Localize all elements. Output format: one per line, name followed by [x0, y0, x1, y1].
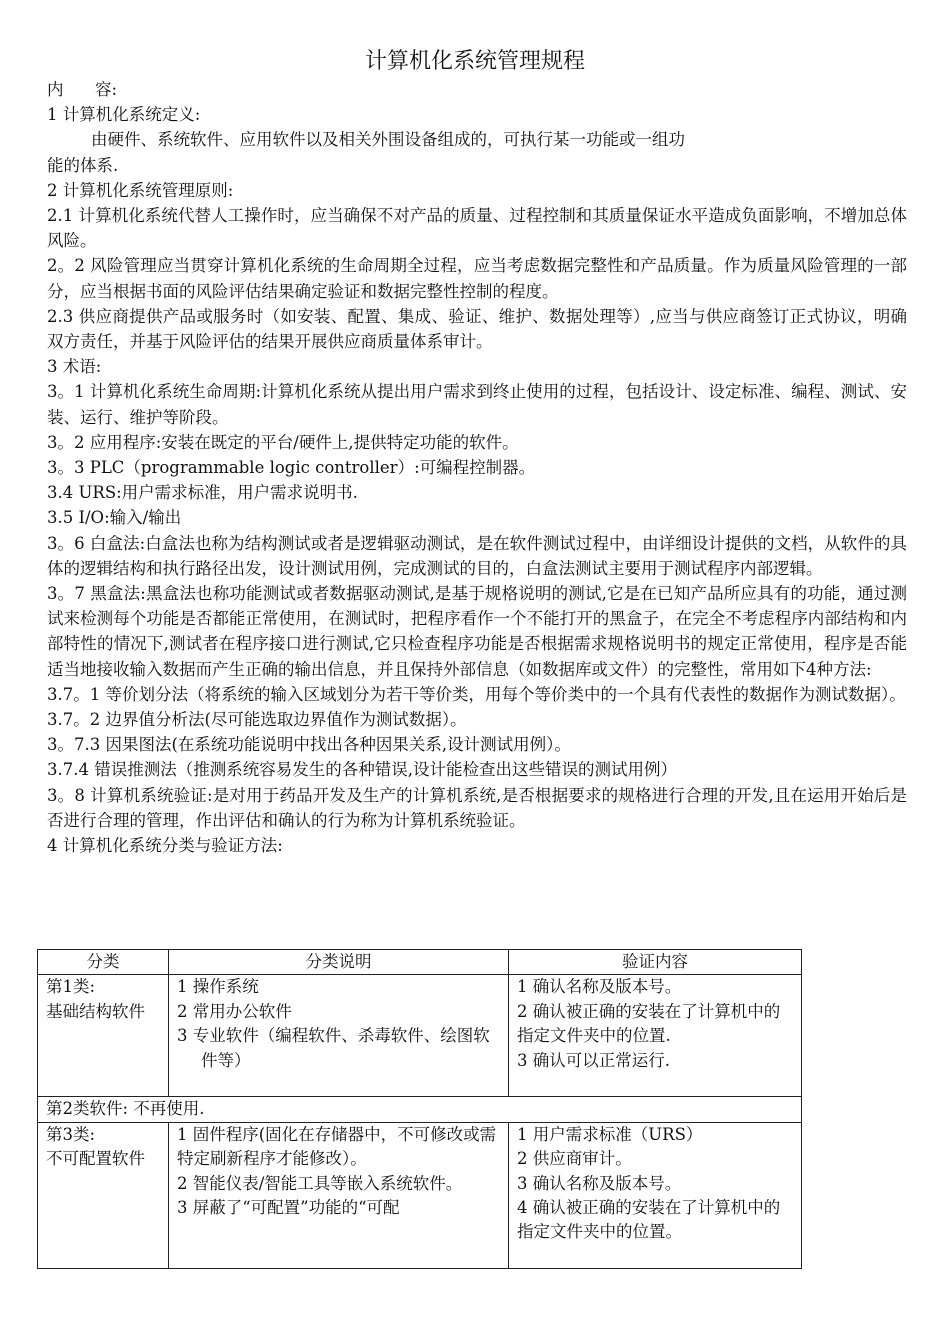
- definition-line-2: 能的体系.: [47, 155, 119, 175]
- clause-3-7-4: 3.7.4 错误推测法（推测系统容易发生的各种错误,设计能检查出这些错误的测试用例）: [47, 760, 677, 780]
- clause-3-6: 3。6 白盒法:白盒法也称为结构测试或者是逻辑驱动测试，是在软件测试过程中，由详细设计提供的文档，从软件的具体的逻辑结构和执行路径出发，设计测试用例，完成测试的目的，白盒法测试主要用于测试程序内部逻辑。: [47, 533, 907, 578]
- section-3-heading: 3 术语:: [47, 357, 102, 377]
- clause-2-3: 2.3 供应商提供产品或服务时（如安装、配置、集成、验证、维护、数据处理等）,应当与供应商签订正式协议，明确双方责任，并基于风险评估的结果开展供应商质量体系审计。: [47, 306, 907, 352]
- category-3-verification: 1 用户需求标准（URS） 2 供应商审计。 3 确认名称及版本号。 4 确认被正确的安装在了计算机中的指定文件夹中的位置。: [509, 1122, 802, 1268]
- clause-3-5: 3.5 I/O:输入/输出: [47, 508, 182, 528]
- category-1-verification: 1 确认名称及版本号。 2 确认被正确的安装在了计算机中的指定文件夹中的位置. 3 确认可以正常运行.: [509, 975, 802, 1097]
- clause-3-3: 3。3 PLC（programmable logic controller）:可编程控制器。: [47, 458, 536, 478]
- header-verification: 验证内容: [509, 950, 802, 975]
- category-1-cell: 第1类: 基础结构软件: [38, 975, 169, 1097]
- contents-label: 内 容:: [47, 80, 118, 99]
- classification-table: [37, 949, 802, 1269]
- section-1-heading: 1 计算机化系统定义:: [47, 105, 201, 125]
- table-row: [38, 975, 802, 1097]
- clause-3-1: 3。1 计算机化系统生命周期:计算机化系统从提出用户需求到终止使用的过程，包括设计、设定标准、编程、测试、安装、运行、维护等阶段。: [47, 382, 907, 427]
- document-title: 计算机化系统管理规程: [364, 49, 585, 74]
- table-header-row: [38, 950, 802, 975]
- clause-2-2: 2。2 风险管理应当贯穿计算机化系统的生命周期全过程，应当考虑数据完整性和产品质量。作为质量风险管理的一部分，应当根据书面的风险评估结果确定验证和数据完整性控制的程度。: [47, 256, 907, 301]
- section-4-heading: 4 计算机化系统分类与验证方法:: [47, 836, 283, 856]
- clause-3-4: 3.4 URS:用户需求标准，用户需求说明书.: [47, 483, 358, 503]
- category-3-cell: 第3类: 不可配置软件: [38, 1122, 169, 1268]
- clause-3-7-2: 3.7。2 边界值分析法(尽可能选取边界值作为测试数据）。: [47, 710, 467, 730]
- document-body: [47, 77, 907, 858]
- clause-3-7-1: 3.7。1 等价划分法（将系统的输入区域划分为若干等价类，用每个等价类中的一个具有代表性的数据作为测试数据）。: [47, 684, 906, 704]
- clause-2-1: 2.1 计算机化系统代替人工操作时，应当确保不对产品的质量、过程控制和其质量保证水平造成负面影响，不增加总体风险。: [47, 206, 907, 251]
- table-row: [38, 1097, 802, 1122]
- category-2-cell: 第2类软件: 不再使用.: [38, 1097, 802, 1122]
- header-description: 分类说明: [169, 950, 509, 975]
- clause-3-2: 3。2 应用程序:安装在既定的平台/硬件上,提供特定功能的软件。: [47, 432, 519, 452]
- category-3-description: 1 固件程序(固化在存储器中，不可修改或需特定刷新程序才能修改）。 2 智能仪表/智能工具等嵌入系统软件。 3 屏蔽了“可配置”功能的“可配: [169, 1122, 509, 1268]
- section-2-heading: 2 计算机化系统管理原则:: [47, 180, 234, 200]
- category-1-description: 1 操作系统 2 常用办公软件 3 专业软件（编程软件、杀毒软件、绘图软件等）: [169, 975, 509, 1097]
- clause-3-7-3: 3。7.3 因果图法(在系统功能说明中找出各种因果关系,设计测试用例）。: [47, 735, 571, 755]
- header-category: 分类: [38, 950, 169, 975]
- clause-3-8: 3。8 计算机系统验证:是对用于药品开发及生产的计算机系统,是否根据要求的规格进行合理的开发,且在运用开始后是否进行合理的管理，作出评估和确认的行为称为计算机系统验证。: [47, 785, 907, 830]
- table-row: [38, 1122, 802, 1268]
- clause-3-7: 3。7 黑盒法:黑盒法也称功能测试或者数据驱动测试,是基于规格说明的测试,它是在已知产品所应具有的功能，通过测试来检测每个功能是否都能正常使用，在测试时，把程序看作一个不能打开的黑盒子，在完全不考虑程序内部结构和内部特性的情况下,测试者在程序接口进行测试,它只检查程序功能是否根据需求规格说明书的规定正常使用，程序是否能适当地接收输入数据而产生正确的输出信息，并且保持外部信息（如数据库或文件）的完整性，常用如下4种方法:: [47, 584, 907, 679]
- definition-line-1: 由硬件、系统软件、应用软件以及相关外围设备组成的，可执行某一功能或一组功: [91, 130, 685, 150]
